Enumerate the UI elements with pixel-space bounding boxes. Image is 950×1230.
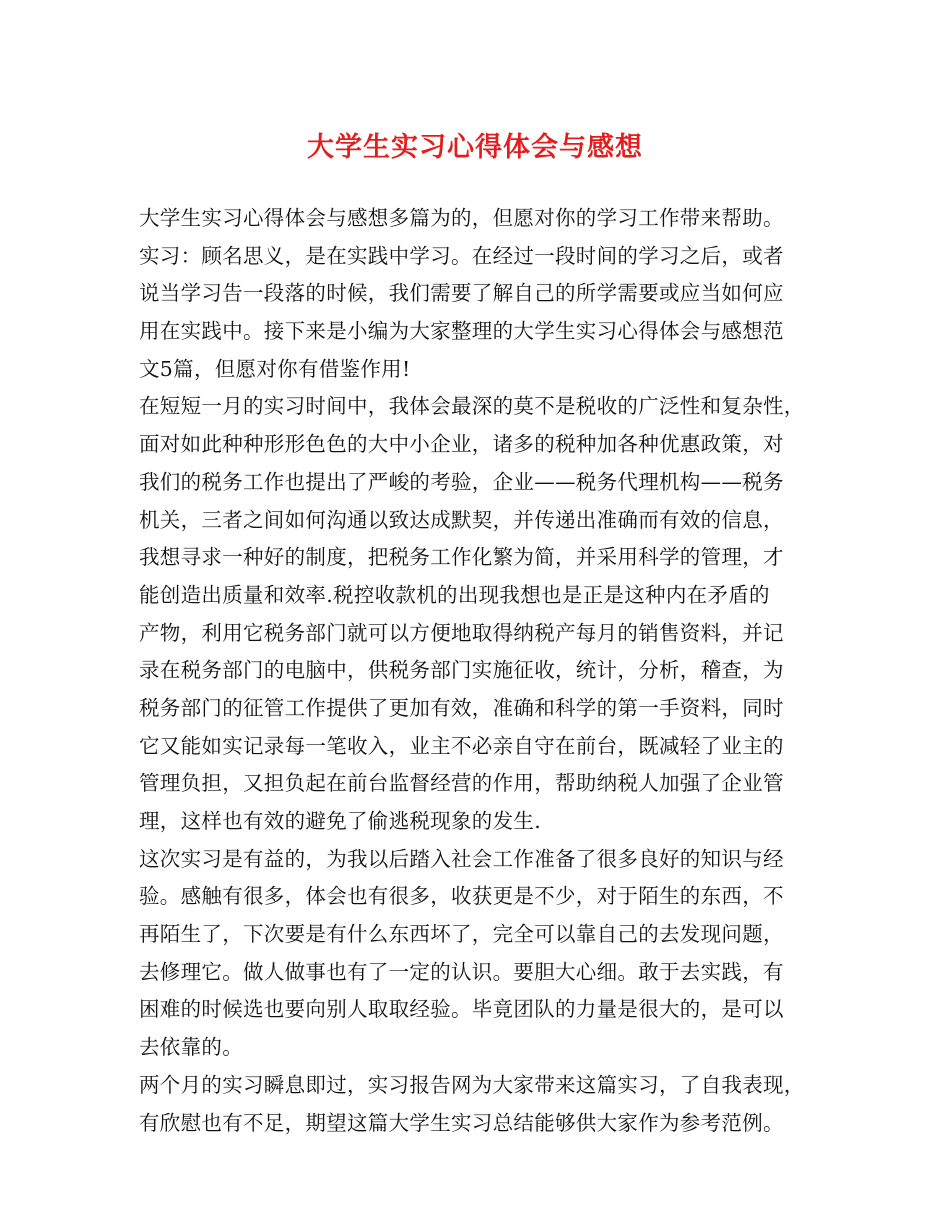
body-line: 能创造出质量和效率.税控收款机的出现我想也是正是这种内在矛盾的 [139, 582, 770, 607]
body-line: 管理负担，又担负起在前台监督经营的作用，帮助纳税人加强了企业管 [139, 771, 784, 796]
body-line: 它又能如实记录每一笔收入，业主不必亲自守在前台，既减轻了业主的 [139, 733, 784, 758]
body-line: 文5篇，但愿对你有借鉴作用! [139, 356, 411, 381]
body-line: 去修理它。做人做事也有了一定的认识。要胆大心细。敢于去实践，有 [139, 959, 784, 984]
document-title: 大学生实习心得体会与感想 [307, 132, 643, 163]
body-line: 面对如此种种形形色色的大中小企业，诸多的税种加各种优惠政策，对 [139, 432, 784, 457]
body-line: 说当学习告一段落的时候，我们需要了解自己的所学需要或应当如何应 [139, 281, 784, 306]
body-line: 在短短一月的实习时间中，我体会最深的莫不是税收的广泛性和复杂性， [139, 394, 805, 419]
document-body [139, 200, 819, 1142]
body-line: 我想寻求一种好的制度，把税务工作化繁为简，并采用科学的管理，才 [139, 545, 784, 570]
body-line: 困难的时候选也要向别人取取经验。毕竟团队的力量是很大的，是可以 [139, 997, 784, 1022]
body-line: 机关，三者之间如何沟通以致达成默契，并传递出准确而有效的信息， [139, 507, 784, 532]
body-line: 产物，利用它税务部门就可以方便地取得纳税产每月的销售资料，并记 [139, 620, 784, 645]
body-line: 税务部门的征管工作提供了更加有效，准确和科学的第一手资料，同时 [139, 695, 784, 720]
body-line: 两个月的实习瞬息即过，实习报告网为大家带来这篇实习，了自我表现， [139, 1072, 805, 1097]
body-line: 实习：顾名思义，是在实践中学习。在经过一段时间的学习之后，或者 [139, 243, 784, 268]
body-line: 理，这样也有效的避免了偷逃税现象的发生. [139, 809, 542, 833]
body-line: 验。感触有很多，体会也有很多，收获更是不少，对于陌生的东西，不 [139, 884, 784, 909]
body-line: 再陌生了，下次要是有什么东西坏了，完全可以靠自己的去发现问题， [139, 922, 784, 947]
body-line: 我们的税务工作也提出了严峻的考验，企业——税务代理机构——税务 [139, 469, 784, 494]
body-line: 有欣慰也有不足，期望这篇大学生实习总结能够供大家作为参考范例。 [139, 1110, 784, 1135]
body-line: 这次实习是有益的，为我以后踏入社会工作准备了很多良好的知识与经 [139, 846, 784, 871]
body-line: 录在税务部门的电脑中，供税务部门实施征收，统计，分析，稽查，为 [139, 658, 784, 683]
body-line: 去依靠的。 [139, 1035, 243, 1060]
body-line: 用在实践中。接下来是小编为大家整理的大学生实习心得体会与感想范 [139, 319, 784, 344]
body-line: 大学生实习心得体会与感想多篇为的，但愿对你的学习工作带来帮助。 [139, 206, 784, 230]
